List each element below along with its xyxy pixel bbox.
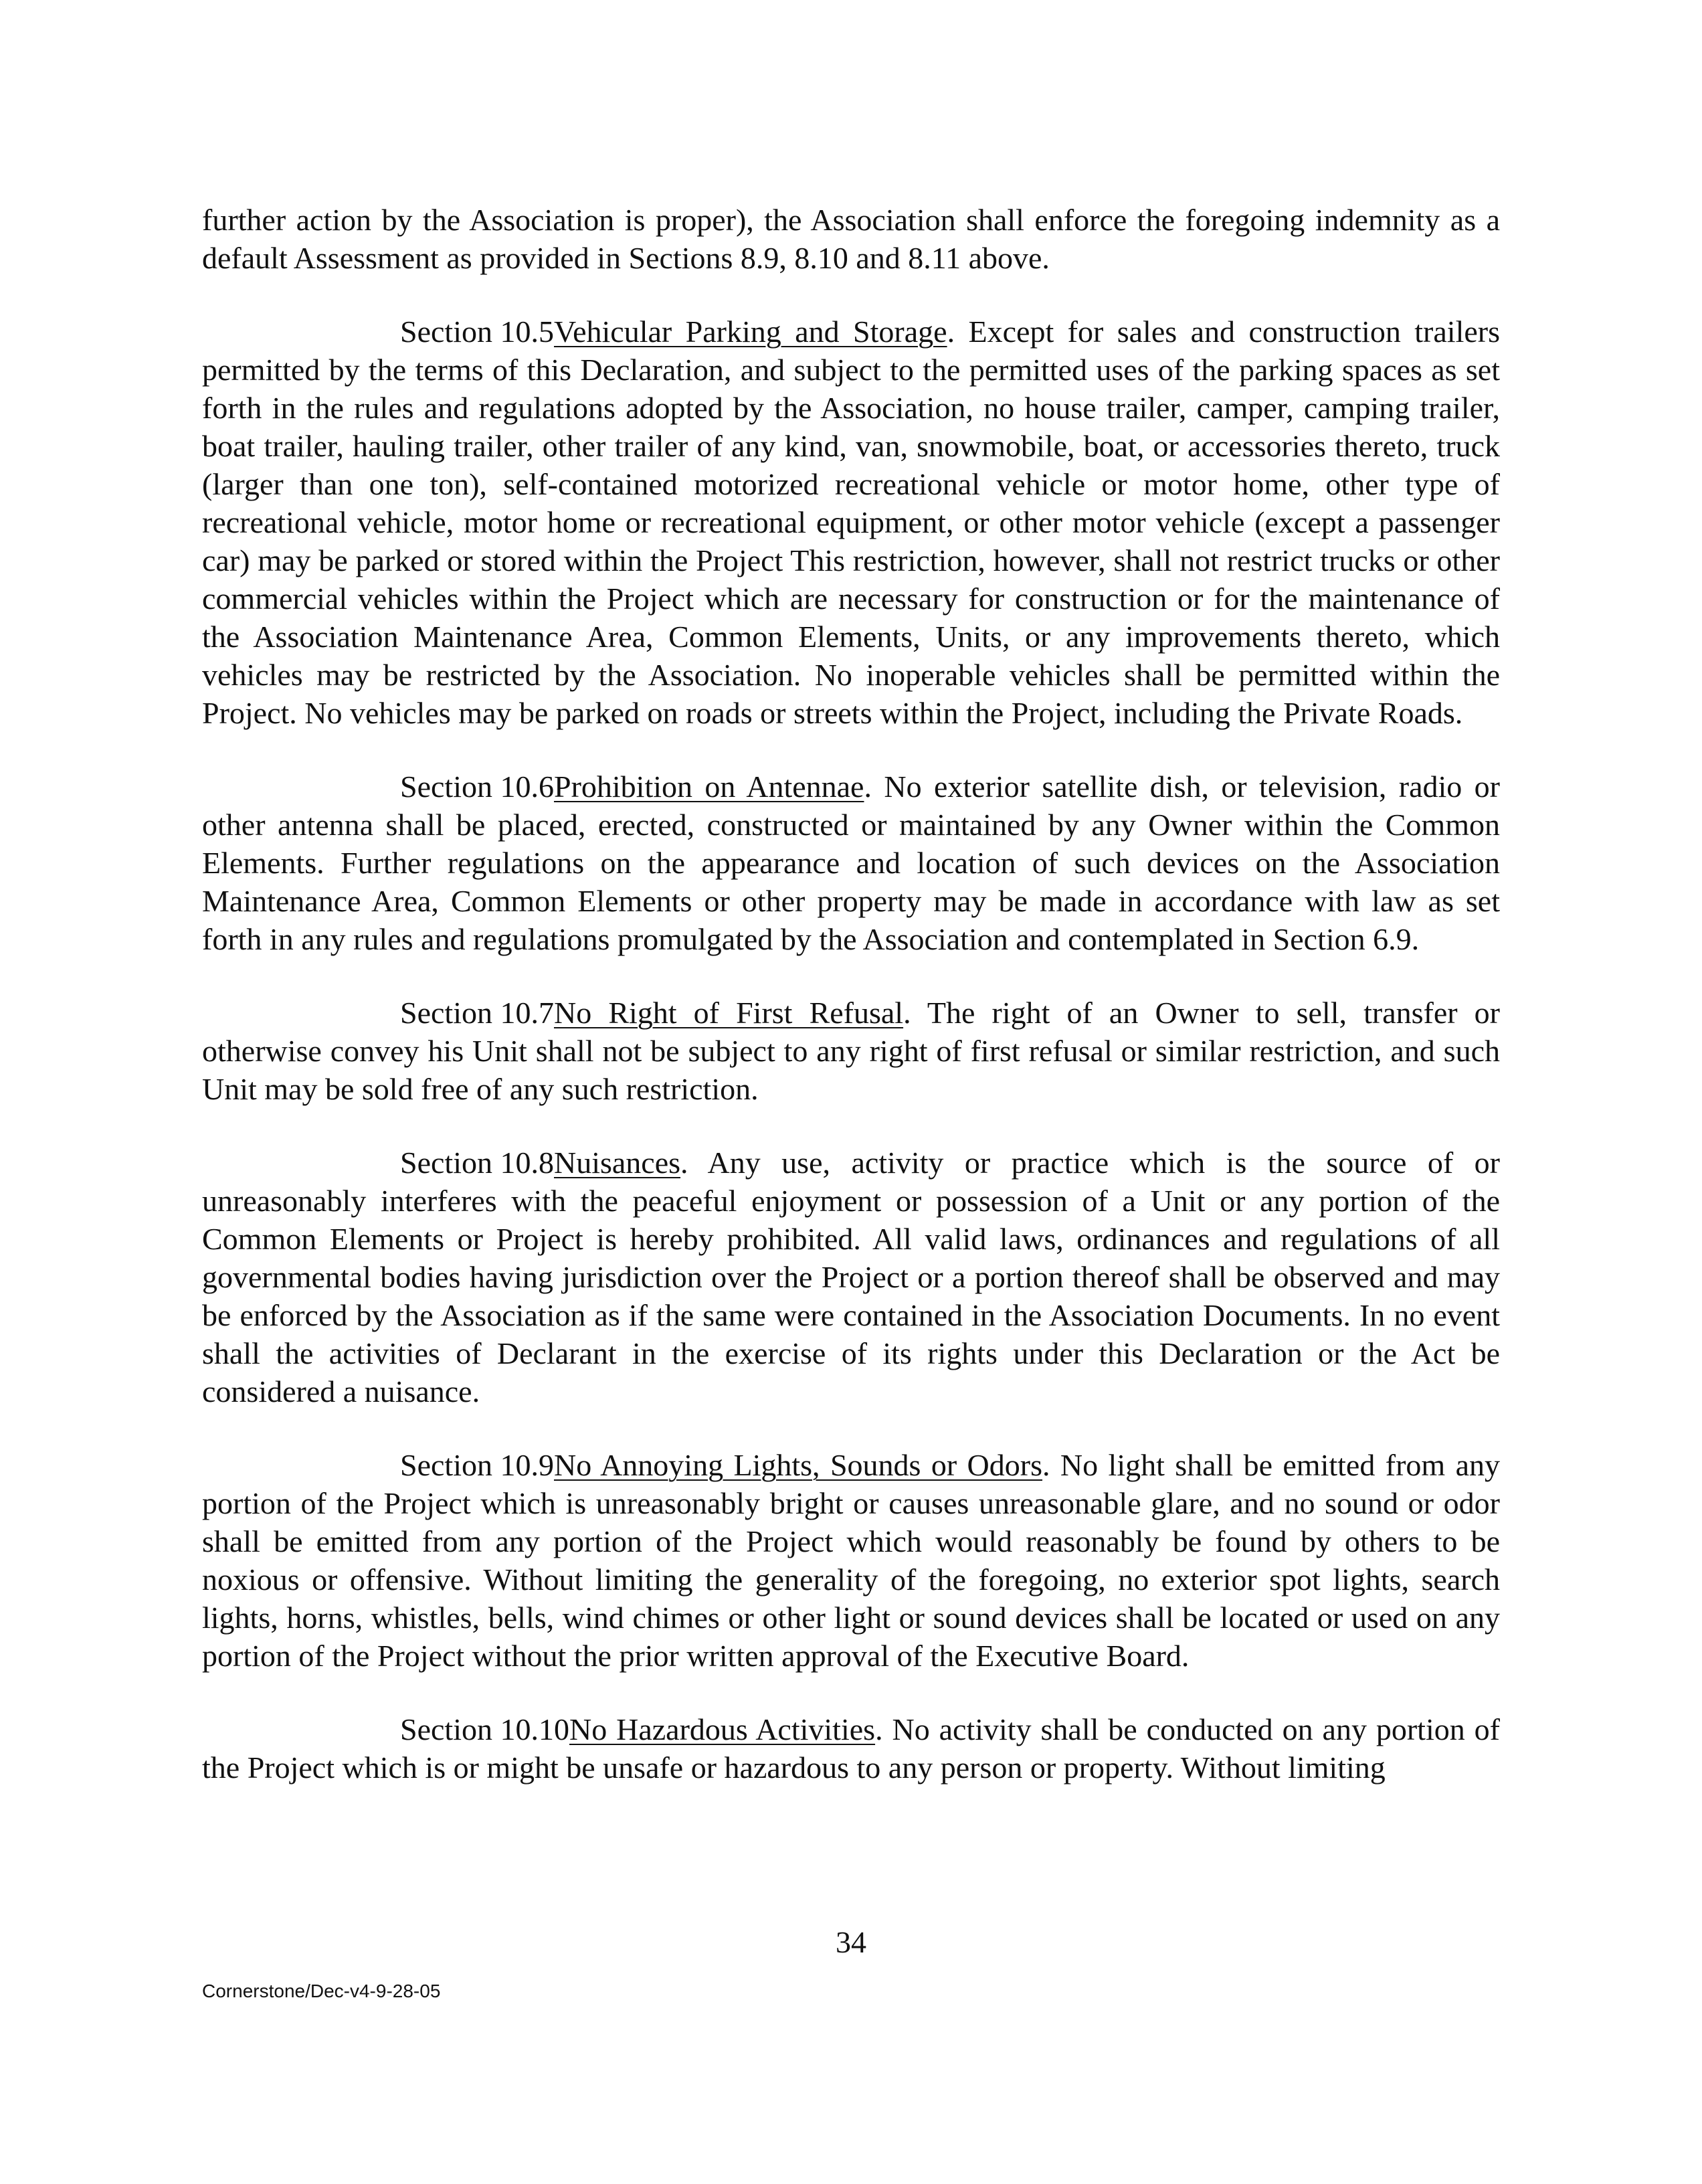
page-number: 34 bbox=[836, 1925, 866, 1959]
section-number: Section 10.9 bbox=[400, 1448, 554, 1482]
section-number: Section 10.6 bbox=[400, 769, 554, 804]
section-text: . The right of an Owner to sell, transfer or otherwise convey his Unit shall not be subject to any right of first refusal or similar restriction, and such Unit may be sold free of any such restriction. bbox=[202, 996, 1500, 1106]
section-title: No Right of First Refusal bbox=[553, 996, 904, 1030]
section-10-8 bbox=[202, 1144, 1500, 1410]
section-number: Section 10.8 bbox=[400, 1146, 554, 1180]
section-10-5 bbox=[202, 312, 1500, 732]
section-number: Section 10.5 bbox=[400, 314, 554, 349]
section-title: No Annoying Lights, Sounds or Odors bbox=[553, 1448, 1042, 1482]
section-text: . Except for sales and construction trailers permitted by the terms of this Declaration, and subject to the permitted uses of the parking spaces as set forth in the rules and regulations adopted by the Association, no house trailer, camper, camping trailer, boat trailer, hauling trailer, other trailer of any kind, van, snowmobile, boat, or accessories thereto, truck (larger than one ton), self-contained motorized recreational vehicle or motor home, other type of recreational vehicle, motor home or recreational equipment, or other motor vehicle (except a passenger car) may be parked or stored within the Project This restriction, however, shall not restrict trucks or other commercial vehicles within the Project which are necessary for construction or for the maintenance of the Association Maintenance Area, Common Elements, Units, or any improvements thereto, which vehicles may be restricted by the Association. No inoperable vehicles shall be permitted within the Project. No vehicles may be parked on roads or streets within the Project, including the Private Roads. bbox=[202, 314, 1500, 730]
section-title: No Hazardous Activities bbox=[569, 1712, 876, 1746]
section-title: Prohibition on Antennae bbox=[553, 769, 864, 804]
section-10-9 bbox=[202, 1446, 1500, 1675]
section-text: . No exterior satellite dish, or television, radio or other antenna shall be placed, erected, constructed or maintained by any Owner within the Common Elements. Further regulations on the appearance and location of such devices on the Association Maintenance Area, Common Elements or other property may be made in accordance with law as set forth in any rules and regulations promulgated by the Association and contemplated in Section 6.9. bbox=[202, 769, 1500, 956]
intro-paragraph: further action by the Association is proper), the Association shall enforce the foregoing indemnity as a default Assessment as provided in Sections 8.9, 8.10 and 8.11 above. bbox=[202, 203, 1500, 275]
section-number: Section 10.10 bbox=[400, 1712, 569, 1746]
section-10-6 bbox=[202, 767, 1500, 958]
section-text: . No activity shall be conducted on any portion of the Project which is or might be unsafe or hazardous to any person or property. Without limiting bbox=[202, 1712, 1500, 1785]
section-number: Section 10.7 bbox=[400, 996, 554, 1030]
section-text: . No light shall be emitted from any portion of the Project which is unreasonably bright or causes unreasonable glare, and no sound or odor shall be emitted from any portion of the Project which would reasonably be found by others to be noxious or offensive. Without limiting the generality of the foregoing, no exterior spot lights, search lights, horns, whistles, bells, wind chimes or other light or sound devices shall be located or used on any portion of the Project without the prior written approval of the Executive Board. bbox=[202, 1448, 1500, 1673]
section-10-7 bbox=[202, 994, 1500, 1108]
section-10-10 bbox=[202, 1710, 1500, 1787]
document-body bbox=[202, 201, 1500, 1822]
section-title: Vehicular Parking and Storage bbox=[553, 314, 947, 349]
document-id: Cornerstone/Dec-v4-9-28-05 bbox=[202, 1981, 441, 2001]
section-title: Nuisances bbox=[553, 1146, 681, 1180]
section-text: . Any use, activity or practice which is the source of or unreasonably interferes with the peaceful enjoyment or possession of a Unit or any portion of the Common Elements or Project is hereby prohibited. All valid laws, ordinances and regulations of all governmental bodies having jurisdiction over the Project or a portion thereof shall be observed and may be enforced by the Association as if the same were contained in the Association Documents. In no event shall the activities of Declarant in the exercise of its rights under this Declaration or the Act be considered a nuisance. bbox=[202, 1146, 1500, 1408]
